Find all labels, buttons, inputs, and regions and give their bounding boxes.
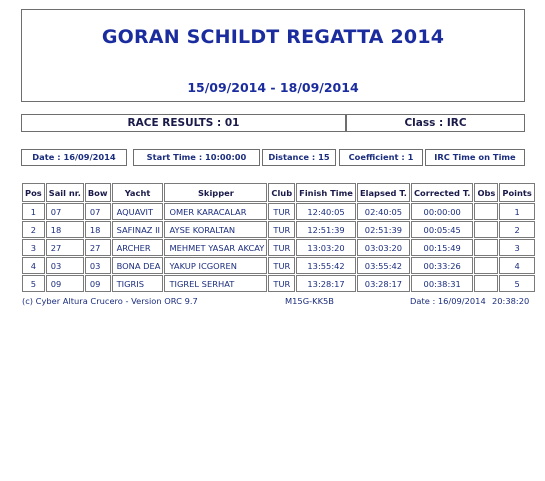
cell-bow: 18 xyxy=(85,221,111,238)
footer-code: M15G-KK5B xyxy=(285,296,334,306)
results-table xyxy=(21,182,536,293)
cell-finish: 13:55:42 xyxy=(296,257,356,274)
col-header: Yacht xyxy=(112,183,164,202)
cell-yacht: ARCHER xyxy=(112,239,164,256)
cell-yacht: SAFINAZ II xyxy=(112,221,164,238)
footer-time: 20:38:20 xyxy=(492,296,530,306)
cell-points: 2 xyxy=(499,221,534,238)
col-header: Club xyxy=(268,183,295,202)
cell-obs xyxy=(474,275,498,292)
distance: Distance : 15 xyxy=(262,149,336,166)
table-row xyxy=(22,203,535,220)
table-row xyxy=(22,257,535,274)
cell-finish: 12:40:05 xyxy=(296,203,356,220)
title-box xyxy=(21,9,525,102)
class-box xyxy=(346,114,525,132)
col-header: Elapsed T. xyxy=(357,183,410,202)
footer-date: Date : 16/09/2014 xyxy=(410,296,486,306)
cell-skipper: OMER KARACALAR xyxy=(164,203,267,220)
cell-pos: 5 xyxy=(22,275,45,292)
col-header: Corrected T. xyxy=(411,183,474,202)
cell-bow: 09 xyxy=(85,275,111,292)
cell-obs xyxy=(474,203,498,220)
cell-elapsed: 03:28:17 xyxy=(357,275,410,292)
cell-skipper: AYSE KORALTAN xyxy=(164,221,267,238)
cell-skipper: YAKUP ICGOREN xyxy=(164,257,267,274)
race-info-row xyxy=(21,149,525,166)
cell-corrected: 00:05:45 xyxy=(411,221,474,238)
table-row xyxy=(22,275,535,292)
cell-club: TUR xyxy=(268,203,295,220)
cell-elapsed: 02:40:05 xyxy=(357,203,410,220)
regatta-title: GORAN SCHILDT REGATTA 2014 xyxy=(101,26,445,48)
cell-finish: 13:03:20 xyxy=(296,239,356,256)
class-label: Class : IRC xyxy=(404,117,467,129)
cell-skipper: MEHMET YASAR AKCAY xyxy=(164,239,267,256)
coefficient: Coefficient : 1 xyxy=(339,149,423,166)
cell-corrected: 00:15:49 xyxy=(411,239,474,256)
race-results-label: RACE RESULTS : 01 xyxy=(127,117,240,129)
cell-bow: 03 xyxy=(85,257,111,274)
race-results-box xyxy=(21,114,346,132)
regatta-dates: 15/09/2014 - 18/09/2014 xyxy=(187,80,359,95)
col-header: Points xyxy=(499,183,534,202)
cell-club: TUR xyxy=(268,275,295,292)
cell-elapsed: 03:03:20 xyxy=(357,239,410,256)
cell-obs xyxy=(474,257,498,274)
cell-points: 3 xyxy=(499,239,534,256)
cell-sail: 09 xyxy=(46,275,84,292)
col-header: Finish Time xyxy=(296,183,356,202)
table-row xyxy=(22,221,535,238)
scoring-method: IRC Time on Time xyxy=(425,149,525,166)
cell-bow: 27 xyxy=(85,239,111,256)
cell-corrected: 00:38:31 xyxy=(411,275,474,292)
table-row xyxy=(22,239,535,256)
cell-club: TUR xyxy=(268,221,295,238)
table-header-row xyxy=(22,183,535,202)
cell-pos: 2 xyxy=(22,221,45,238)
col-header: Bow xyxy=(85,183,111,202)
cell-obs xyxy=(474,221,498,238)
col-header: Pos xyxy=(22,183,45,202)
cell-finish: 12:51:39 xyxy=(296,221,356,238)
cell-sail: 03 xyxy=(46,257,84,274)
footer-copyright: (c) Cyber Altura Crucero - Version ORC 9.7 xyxy=(22,296,198,306)
col-header: Obs xyxy=(474,183,498,202)
cell-sail: 07 xyxy=(46,203,84,220)
cell-elapsed: 03:55:42 xyxy=(357,257,410,274)
col-header: Skipper xyxy=(164,183,267,202)
cell-points: 1 xyxy=(499,203,534,220)
cell-yacht: AQUAVIT xyxy=(112,203,164,220)
cell-club: TUR xyxy=(268,257,295,274)
cell-points: 4 xyxy=(499,257,534,274)
cell-corrected: 00:00:00 xyxy=(411,203,474,220)
cell-elapsed: 02:51:39 xyxy=(357,221,410,238)
cell-finish: 13:28:17 xyxy=(296,275,356,292)
cell-bow: 07 xyxy=(85,203,111,220)
start-time: Start Time : 10:00:00 xyxy=(133,149,260,166)
race-date: Date : 16/09/2014 xyxy=(21,149,127,166)
cell-pos: 4 xyxy=(22,257,45,274)
cell-obs xyxy=(474,239,498,256)
cell-points: 5 xyxy=(499,275,534,292)
cell-yacht: BONA DEA xyxy=(112,257,164,274)
cell-sail: 18 xyxy=(46,221,84,238)
cell-pos: 1 xyxy=(22,203,45,220)
cell-club: TUR xyxy=(268,239,295,256)
col-header: Sail nr. xyxy=(46,183,84,202)
cell-skipper: TIGREL SERHAT xyxy=(164,275,267,292)
cell-yacht: TIGRIS xyxy=(112,275,164,292)
cell-sail: 27 xyxy=(46,239,84,256)
cell-pos: 3 xyxy=(22,239,45,256)
cell-corrected: 00:33:26 xyxy=(411,257,474,274)
